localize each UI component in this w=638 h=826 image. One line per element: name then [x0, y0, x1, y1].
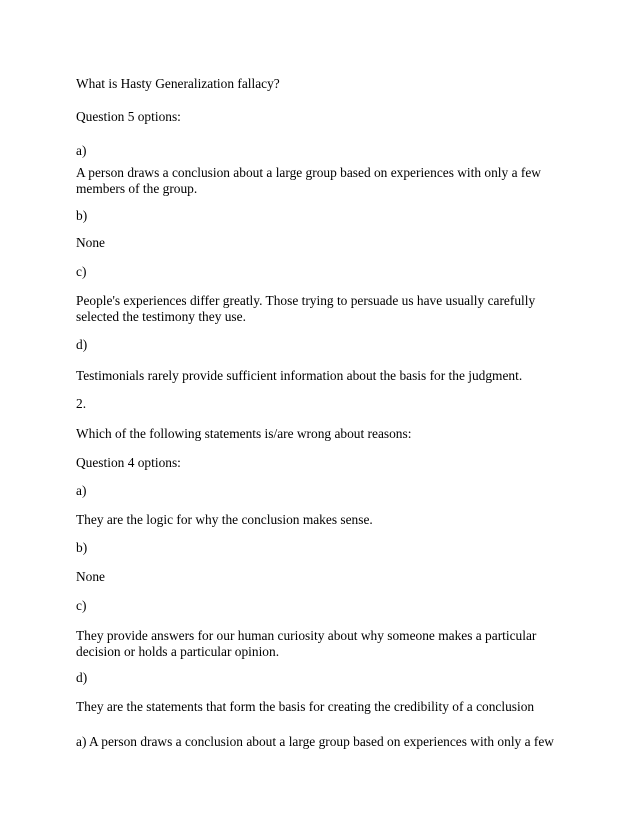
q2-number: 2.: [76, 396, 87, 411]
q1-options-label: Question 5 options:: [76, 109, 181, 124]
q2-option-c-text: They provide answers for our human curiosity about why someone makes a particular decision or holds a particular opinion.: [76, 628, 537, 659]
q2-option-d-text: They are the statements that form the basis for creating the credibility of a conclusion: [76, 699, 535, 714]
q1-option-d-label: d): [76, 337, 88, 352]
q1-option-a-label: a): [76, 143, 87, 158]
q2-question: Which of the following statements is/are wrong about reasons:: [76, 426, 412, 441]
q1-option-a-text: A person draws a conclusion about a large group based on experiences with only a few members of the group.: [76, 165, 541, 196]
q1-question: What is Hasty Generalization fallacy?: [76, 76, 280, 91]
q2-option-b-text: None: [76, 569, 106, 584]
q2-option-a-label: a): [76, 483, 87, 498]
q2-option-d-label: d): [76, 670, 88, 685]
q1-option-b-text: None: [76, 235, 106, 250]
q1-option-b-label: b): [76, 208, 88, 223]
answer-line: a) A person draws a conclusion about a large group based on experiences with only a few: [76, 734, 554, 749]
q1-option-d-text: Testimonials rarely provide sufficient information about the basis for the judgment.: [76, 368, 523, 383]
q2-option-a-text: They are the logic for why the conclusion makes sense.: [76, 512, 373, 527]
q1-option-c-label: c): [76, 264, 87, 279]
q2-options-label: Question 4 options:: [76, 455, 181, 470]
q2-option-c-label: c): [76, 598, 87, 613]
q2-option-b-label: b): [76, 540, 88, 555]
q1-option-c-text: People's experiences differ greatly. Those trying to persuade us have usually carefully selected the testimony they use.: [76, 293, 536, 324]
